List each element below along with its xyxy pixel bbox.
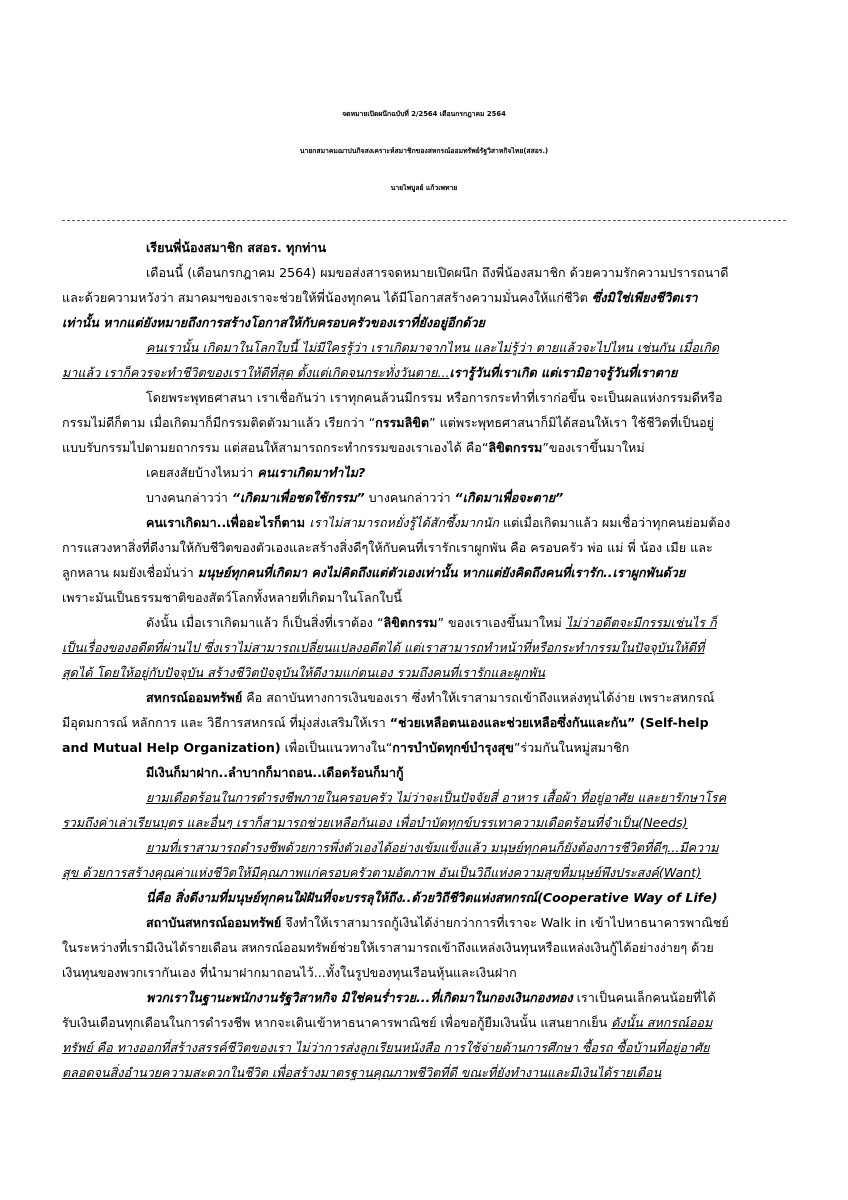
paragraph-line [62,738,629,758]
bold-term: and Mutual Help Organization) [62,740,281,755]
underlined-text: ไม่ว่าอดีตจะมีกรรมเช่นไร ก็ [565,615,717,630]
bold-term: สถาบันสหกรณ์ออมทรัพย์ [146,915,282,930]
paragraph-line: นี่คือ สิ่งดีงามที่มนุษย์ทุกคนใฝ่ฝันที่จะบรรลุให้ถึง..ด้วยวิถีชีวิตแห่งสหกรณ์(Cooperative Way of Life) [146,890,718,905]
text-run: บางคนกล่าวว่า [146,490,232,505]
paragraph-line: คนเรานั้น เกิดมาในโลกใบนี้ ไม่มีใครรู้ว่า เราเกิดมาจากไหน และไม่รู้ว่า ตายแล้วจะไปไหน เช่นกัน เมื่อเกิด [146,340,720,355]
paragraph-line [62,363,677,383]
emphasis-text: พวกเราในฐานะพนักงานรัฐวิสาหกิจ มิใช่คนร่ำรวย...ที่เกิดมาในกองเงินกองทอง [146,990,573,1005]
paragraph-line [62,713,709,733]
emphasis-text: เรารู้วันที่เราเกิด แต่เรามิอาจรู้วันที่เราตาย [449,365,678,380]
emphasis-text: “เกิดมาเพื่อจะตาย” [454,490,564,505]
paragraph-line: ทรัพย์ คือ ทางออกที่สร้างสรรค์ชีวิตของเรา ไม่ว่าการส่งลูกเรียนหนังสือ การใช้จ่ายด้านการศึกษา ซื้อรถ ซื้อบ้านที่อยู่อาศัย [62,1040,710,1055]
paragraph-line [146,688,714,708]
text-run: ” ของเราเองขึ้นมาใหม่ [437,615,566,630]
bold-term: กรรมลิขิต [375,415,430,430]
emphasis-text: มนุษย์ทุกคนที่เกิดมา คงไม่คิดถึงแต่ตัวเองเท่านั้น หากแต่ยังคิดถึงคนที่เรารัก..เราผูกพันด้วย [197,565,686,580]
text-run: เพื่อเป็นแนวทางใน“ [280,740,393,755]
bold-term: ลิขิตกรรม [488,440,543,455]
greeting: เรียนพี่น้องสมาชิก สสอร. ทุกท่าน [146,240,327,255]
text-run: คือ สถาบันทางการเงินของเรา ซึ่งทำให้เราสามารถเข้าถึงแหล่งทุนได้ง่าย เพราะสหกรณ์ [242,690,715,705]
paragraph-line: ยามที่เราสามารถดำรงชีพด้วยการพึ่งตัวเองได้อย่างเข้มแข็งแล้ว มนุษย์ทุกคนก็ยังต้องการชีวิตที่ดีๆ...มีความ [146,840,719,855]
paragraph-line: เท่านั้น หากแต่ยังหมายถึงการสร้างโอกาสให้กับครอบครัวของเราที่ยังอยู่อีกด้วย [62,315,485,330]
letter-author-position: นายกสมาคมฌาปนกิจสงเคราะห์สมาชิกของสหกรณ์ออมทรัพย์รัฐวิสาหกิจไทย(สสอร.) [299,147,549,155]
paragraph-line [62,563,685,583]
underlined-text: มาแล้ว เราก็ควรจะทำชีวิตของเราให้ดีที่สุด ตั้งแต่เกิดจนกระทั่งวันตาย... [62,365,450,380]
letter-title: จดหมายเปิดผนึกฉบับที่ 2/2564 เดือนกรกฎาคม 2564 [342,110,506,118]
text-run: แบบรับกรรมไปตามยถากรรม แต่สอนให้สามารถกระทำกรรมของเราเองได้ คือ“ [62,440,489,455]
bold-term: ลิขิตกรรม [383,615,438,630]
paragraph-line [62,438,645,458]
bold-term: การบำบัดทุกข์บำรุงสุข [392,740,514,755]
text-run: กรรมไม่ดีก็ตาม เมื่อเกิดมาก็มีกรรมติดตัวมาแล้ว เรียกว่า “ [62,415,376,430]
text-run: ”ของเราขึ้นมาใหม่ [542,440,645,455]
text-run: ”ร่วมกันในหมู่สมาชิก [513,740,630,755]
paragraph-line: ยามเดือดร้อนในการดำรงชีพภายในครอบครัว ไม่ว่าจะเป็นปัจจัยสี่ อาหาร เสื้อผ้า ที่อยู่อาศัย และยารักษาโรค [146,790,727,805]
paragraph-line [146,488,563,508]
text-run: จึงทำให้เราสามารถกู้เงินได้ง่ายกว่าการที่เราจะ Walk in เข้าไปหาธนาคารพาณิชย์ [281,915,729,930]
text-run: เคยสงสัยบ้างไหมว่า [146,465,258,480]
paragraph-line: เป็นเรื่องของอดีตที่ผ่านไป ซึ่งเราไม่สามารถเปลี่ยนแปลงอดีตได้ แต่เราสามารถทำหน้าที่หรือกระทำกรรมในปัจจุบันให้ดีที่ [62,640,705,655]
paragraph-line [146,913,729,933]
paragraph-line: สุดได้ โดยให้อยู่กับปัจจุบัน สร้างชีวิตปัจจุบันให้ดีงามแก่ตนเอง รวมถึงคนที่เรารักและผูกพัน [62,665,545,680]
paragraph-line [146,988,716,1008]
bold-term: คนเราเกิดมา..เพื่ออะไรก็ตาม [146,515,310,530]
paragraph-line: ตลอดจนสิ่งอำนวยความสะดวกในชีวิต เพื่อสร้างมาตรฐานคุณภาพชีวิตที่ดี ขณะที่ยังทำงานและมีเงินได้รายเดือน [62,1065,662,1080]
text-run: บางคนกล่าวว่า [364,490,455,505]
emphasis-text: คนเราเกิดมาทำไม? [257,465,366,480]
dashed-divider [62,220,786,221]
letter-author-name: นายไพบูลย์ แก้วเพทาย [390,184,458,192]
text-run: มีอุดมการณ์ หลักการ และ วิธีการสหกรณ์ ที่มุ่งส่งเสริมให้เรา [62,715,390,730]
paragraph-line [62,1013,712,1033]
paragraph-line: โดยพระพุทธศาสนา เราเชื่อกันว่า เราทุกคนล้วนมีกรรม หรือการกระทำที่เราก่อขึ้น จะเป็นผลแห่งกรรมดีหรือ [146,390,723,405]
text-run: แต่เมื่อเกิดมาแล้ว ผมเชื่อว่าทุกคนย่อมต้อง [499,515,731,530]
paragraph-line [62,288,698,308]
italic-text: เราไม่สามารถหยั่งรู้ได้สักซึ้งมากนัก [309,515,500,530]
paragraph-line: เงินทุนของพวกเรากันเอง ที่นำมาฝากมาถอนไว้...ทั้งในรูปของทุนเรือนหุ้นและเงินฝาก [62,965,517,980]
paragraph-line [62,413,714,433]
paragraph-line: ในระหว่างที่เรามีเงินได้รายเดือน สหกรณ์ออมทรัพย์ช่วยให้เราสามารถเข้าถึงแหล่งเงินทุนหรือแหล่งเงินกู้ได้อย่างง่ายๆ ด้วย [62,940,714,955]
paragraph-line [146,613,717,633]
paragraph-line: เดือนนี้ (เดือนกรกฎาคม 2564) ผมขอส่งสารจดหมายเปิดผนึก ถึงพี่น้องสมาชิก ด้วยความรักความปรารถนาดี [146,265,729,280]
text-run: ลูกหลาน ผมยังเชื่อมั่นว่า [62,565,198,580]
emphasis-text: “เกิดมาเพื่อชดใช้กรรม” [231,490,365,505]
emphasis-text: ซึ่งมิใช่เพียงชีวิตเรา [591,290,698,305]
paragraph-line: รวมถึงค่าเล่าเรียนบุตร และอื่นๆ เราก็สามารถช่วยเหลือกันเอง เพื่อบำบัดทุกข์บรรเทาความเดือดร้อนที่จำเป็น(Needs) [62,815,688,830]
text-run: ” แต่พระพุทธศาสนาก็มิได้สอนให้เรา ใช้ชีวิตที่เป็นอยู่ [429,415,715,430]
text-run: ดังนั้น เมื่อเราเกิดมาแล้ว ก็เป็นสิ่งที่เราต้อง “ [146,615,384,630]
paragraph-line [146,513,730,533]
text-run: เราเป็นคนเล็กคนน้อยที่ได้ [572,990,716,1005]
bold-term: สหกรณ์ออมทรัพย์ [146,690,243,705]
paragraph-line [146,463,365,483]
text-run: และด้วยความหวังว่า สมาคมฯของเราจะช่วยให้พี่น้องทุกคน ได้มีโอกาสสร้างความมั่นคงให้แก่ชีวิต [62,290,592,305]
paragraph-line: การแสวงหาสิ่งที่ดีงามให้กับชีวิตของตัวเองและสร้างสิ่งดีๆให้กับคนที่เรารักเราผูกพัน คือ ครอบครัว พ่อ แม่ พี่ น้อง เมีย และ [62,540,713,555]
paragraph-line: เพราะมันเป็นธรรมชาติของสัตว์โลกทั้งหลายที่เกิดมาในโลกใบนี้ [62,590,403,605]
paragraph-line: สุข ด้วยการสร้างคุณค่าแห่งชีวิตให้มีคุณภาพแก่ครอบครัวตามอัตภาพ อันเป็นวิถีแห่งความสุขที่มนุษย์พึงประสงค์(Want) [62,865,702,880]
underlined-text: ดังนั้น สหกรณ์ออม [611,1015,713,1030]
text-run: รับเงินเดือนทุกเดือนในการดำรงชีพ หากจะเดินเข้าหาธนาคารพาณิชย์ เพื่อขอกู้ยืมเงินนั้น แสนยากเย็น [62,1015,612,1030]
paragraph-line: มีเงินก็มาฝาก..ลำบากก็มาถอน..เดือดร้อนก็มากู้ [146,765,404,780]
bold-term: “ช่วยเหลือตนเองและช่วยเหลือซึ่งกันและกัน” (Self-help [389,715,709,730]
